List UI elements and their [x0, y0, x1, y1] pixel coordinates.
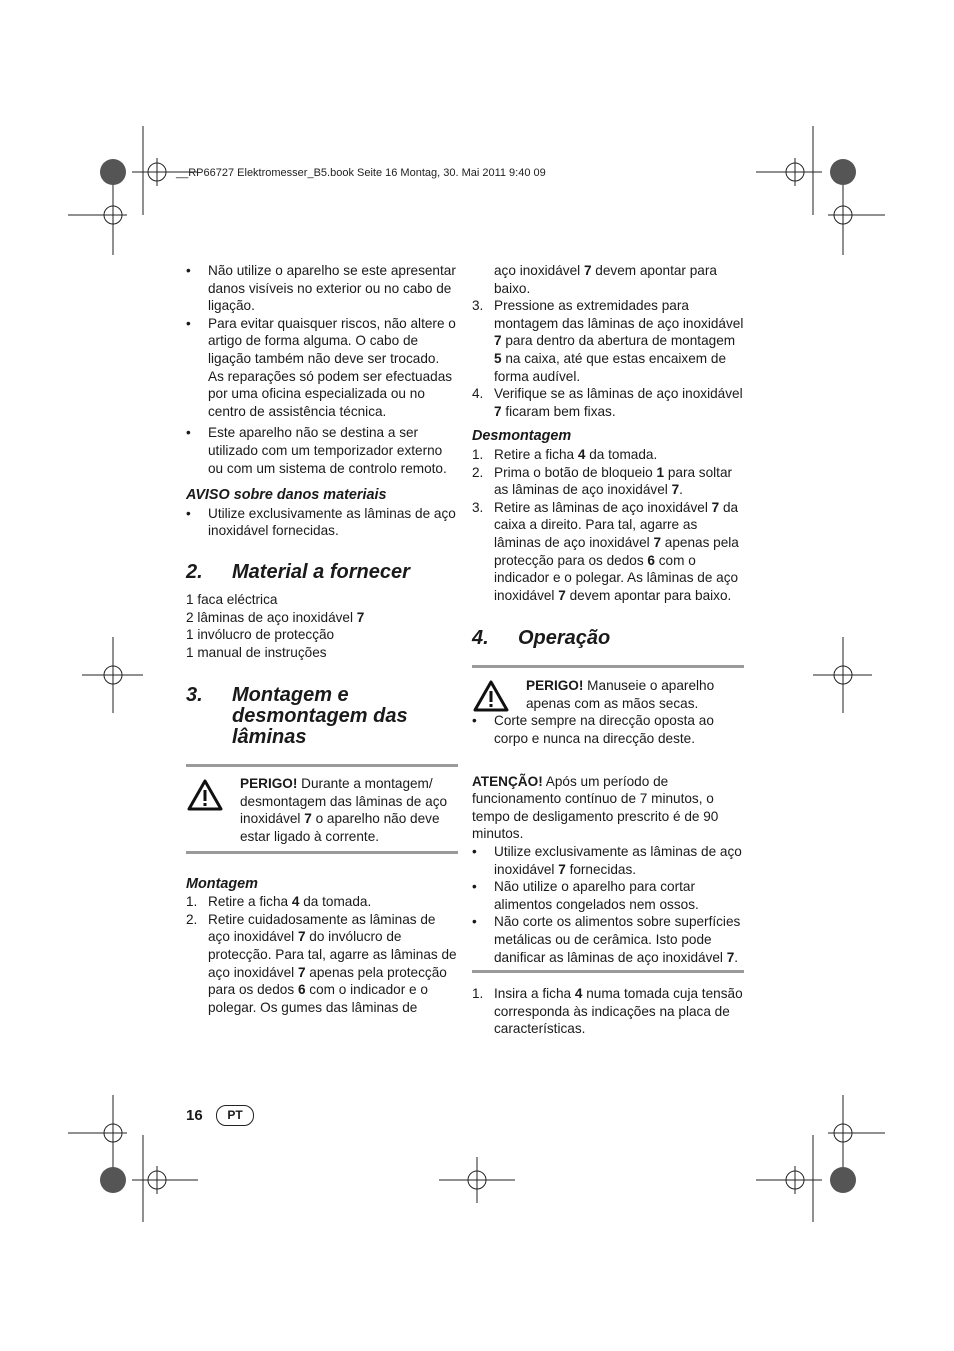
step-item: 1. Retire a ficha 4 da tomada. [186, 894, 372, 910]
step-item: 2. Retire cuidadosamente as lâminas de aço inoxidável 7 do invólucro de protecção. Para tal, agarre as lâminas de aço inoxidável 7 apenas pela protecção para os dedos 6 com o indicador e o polegar. Os gumes das lâminas de [186, 911, 457, 1015]
section-number: 3. [186, 684, 203, 707]
step-item: 4. Verifique se as lâminas de aço inoxidável 7 ficaram bem fixas. [472, 386, 743, 419]
warning-triangle-icon [187, 779, 223, 811]
desmontagem-heading: Desmontagem [472, 428, 572, 445]
list-item: • Não utilize o aparelho para cortar alimentos congelados nem ossos. [472, 878, 744, 913]
right-column [472, 262, 744, 1038]
divider [472, 970, 744, 973]
step-item: 3. Pressione as extremidades para montagem das lâminas de aço inoxidável 7 para dentro da abertura de montagem 5 na caixa, até que estas encaixem de forma audível. [472, 298, 744, 384]
list-item: • Este aparelho não se destina a ser utilizado com um temporizador externo ou com um sistema de controlo remoto. [186, 424, 458, 477]
section-title: Montagem e desmontagem das lâminas [232, 684, 408, 749]
list-item: 1 faca eléctrica [186, 591, 278, 607]
section-title: Operação [518, 627, 611, 650]
left-column [186, 262, 458, 1016]
danger-text: PERIGO! Manuseie o aparelho apenas com as mãos secas. [526, 678, 715, 711]
danger-box [186, 764, 458, 853]
delivery-list [186, 591, 458, 661]
list-item: 1 manual de instruções [186, 644, 327, 660]
section-heading-2 [186, 562, 458, 583]
list-item: • Utilize exclusivamente as lâminas de aço inoxidável 7 fornecidas. [472, 843, 744, 878]
list-item: • Não corte os alimentos sobre superfícies metálicas ou de cerâmica. Isto pode danificar as lâminas de aço inoxidável 7. [472, 913, 744, 966]
section-heading-4 [472, 628, 744, 649]
list-item: 2 lâminas de aço inoxidável 7 [186, 609, 365, 625]
danger-text: PERIGO! Durante a montagem/ desmontagem das lâminas de aço inoxidável 7 o aparelho não deve estar ligado à corrente. [240, 776, 448, 845]
aviso-heading: AVISO sobre danos materiais [186, 487, 387, 504]
step-item: 2. Prima o botão de bloqueio 1 para soltar as lâminas de aço inoxidável 7. [472, 464, 733, 498]
danger-box [472, 665, 744, 755]
list-item: 1 invólucro de protecção [186, 627, 335, 643]
page-number: 16 [186, 1107, 203, 1124]
step-item: 1. Retire a ficha 4 da tomada. [472, 446, 658, 462]
print-header: __RP66727 Elektromesser_B5.book Seite 16 Montag, 30. Mai 2011 9:40 09 [176, 167, 546, 179]
language-badge: PT [216, 1105, 254, 1126]
list-item: • Corte sempre na direcção oposta ao corpo e nunca na direcção deste. [472, 712, 744, 747]
section-number: 4. [472, 627, 489, 650]
step-item-continued: aço inoxidável 7 devem apontar para baixo. [494, 263, 717, 296]
warning-triangle-icon [473, 680, 509, 712]
list-item: • Não utilize o aparelho se este apresentar danos visíveis no exterior ou no cabo de ligação. [186, 262, 458, 315]
step-item: 3. Retire as lâminas de aço inoxidável 7 da caixa a direito. Para tal, agarre as lâminas de aço inoxidável 7 apenas pela protecção para os dedos 6 com o indicador e o polegar. As lâminas de aço inoxidável 7 devem apontar para baixo. [472, 499, 739, 603]
section-title: Material a fornecer [232, 560, 410, 583]
montagem-heading: Montagem [186, 875, 258, 892]
section-number: 2. [186, 560, 203, 583]
list-item: • Utilize exclusivamente as lâminas de aço inoxidável fornecidas. [186, 505, 458, 540]
section-heading-3 [186, 685, 458, 748]
step-item: 1. Insira a ficha 4 numa tomada cuja tensão corresponda às indicações na placa de características. [472, 986, 743, 1037]
attention-text: ATENÇÃO! Após um período de funcionamento contínuo de 7 minutos, o tempo de desligamento prescrito é de 90 minutos. [472, 773, 719, 842]
list-item: • Para evitar quaisquer riscos, não altere o artigo de forma alguma. O cabo de ligação também não deve ser trocado. As reparações só podem ser efectuadas por uma oficina especializada ou no centro de assistência técnica. [186, 315, 458, 421]
